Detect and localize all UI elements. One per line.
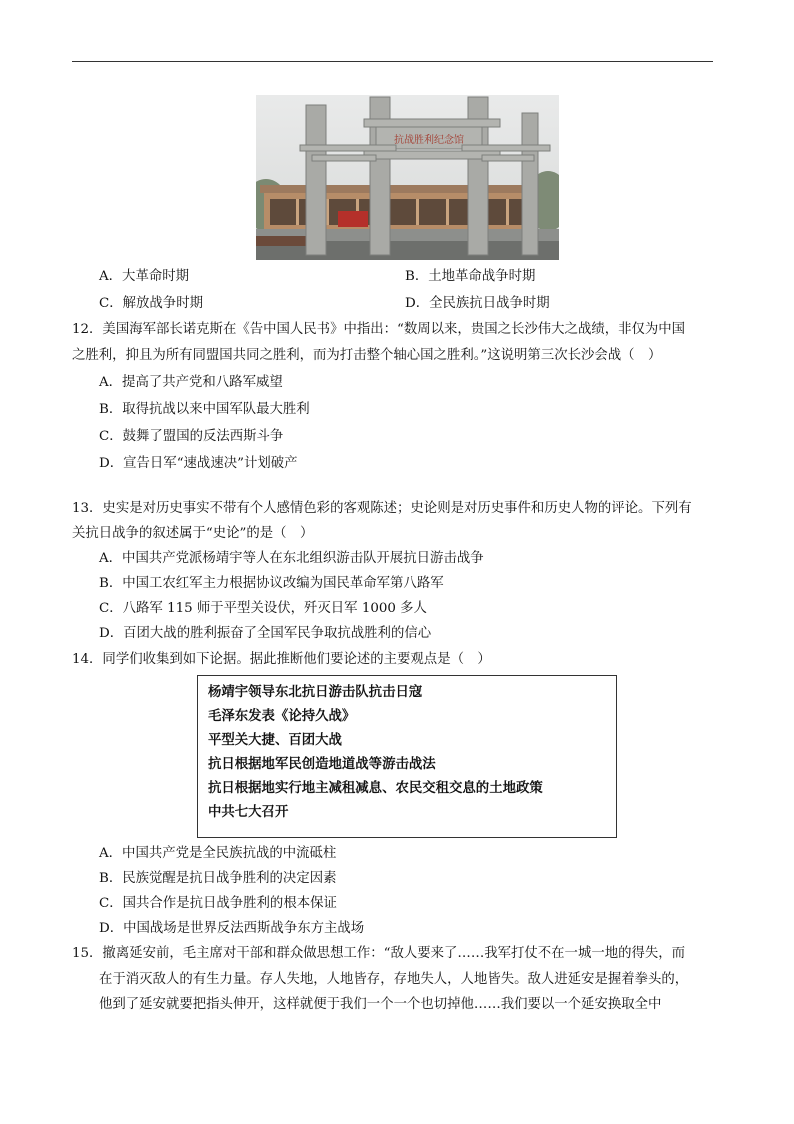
q14-option-b: B．民族觉醒是抗日战争胜利的决定因素 [99, 871, 337, 886]
q12-option-d: D．宣告日军“速战速决”计划破产 [99, 456, 298, 471]
q15-stem-line1: 15．撤离延安前，毛主席对干部和群众做思想工作：“敌人要来了……我军打仗不在一城一地的得失，而 [72, 946, 686, 961]
q12-stem-line1: 12．美国海军部长诺克斯在《告中国人民书》中指出：“数周以来，贵国之长沙伟大之战绩，非仅为中国 [72, 322, 686, 337]
q14-stem: 14．同学们收集到如下论据。据此推断他们要论述的主要观点是（ ） [72, 652, 491, 667]
q12-option-b: B．取得抗战以来中国军队最大胜利 [99, 402, 310, 417]
q13-stem-line1: 13．史实是对历史事实不带有个人感情色彩的客观陈述；史论则是对历史事件和历史人物的评论。下列有 [72, 501, 692, 516]
q11-option-b: B．土地革命战争时期 [405, 269, 536, 284]
q15-stem-line3: 他到了延安就要把指头伸开，这样就便于我们一个一个也切掉他……我们要以一个延安换取全中 [99, 997, 662, 1012]
evidence-item: 毛泽东发表《论持久战》 [208, 709, 356, 724]
q13-option-a: A．中国共产党派杨靖宇等人在东北组织游击队开展抗日游击战争 [99, 551, 484, 566]
q13-option-d: D．百团大战的胜利振奋了全国军民争取抗战胜利的信心 [99, 626, 432, 641]
evidence-box [197, 675, 617, 838]
q12-option-c: C．鼓舞了盟国的反法西斯斗争 [99, 429, 284, 444]
q15-stem-line2: 在于消灭敌人的有生力量。存人失地，人地皆存，存地失人，人地皆失。敌人进延安是握着拳头的， [99, 972, 689, 987]
evidence-item: 中共七大召开 [208, 805, 289, 820]
evidence-item: 抗日根据地实行地主减租减息、农民交租交息的土地政策 [208, 781, 543, 796]
evidence-item: 杨靖宇领导东北抗日游击队抗击日寇 [208, 685, 423, 700]
q14-option-a: A．中国共产党是全民族抗战的中流砥柱 [99, 846, 337, 861]
evidence-item: 平型关大捷、百团大战 [208, 733, 342, 748]
q13-option-c: C．八路军 115 师于平型关设伏，歼灭日军 1000 多人 [99, 601, 427, 616]
header-rule [72, 61, 713, 62]
q14-option-d: D．中国战场是世界反法西斯战争东方主战场 [99, 921, 365, 936]
q12-stem-line2: 之胜利，抑且为所有同盟国共同之胜利，而为打击整个轴心国之胜利。”这说明第三次长沙会战（ ） [72, 348, 662, 363]
q11-option-c: C．解放战争时期 [99, 296, 203, 311]
evidence-item: 抗日根据地军民创造地道战等游击战法 [208, 757, 436, 772]
q13-option-b: B．中国工农红军主力根据协议改编为国民革命军第八路军 [99, 576, 444, 591]
q12-option-a: A．提高了共产党和八路军威望 [99, 375, 283, 390]
q13-stem-line2: 关抗日战争的叙述属于“史论”的是（ ） [72, 526, 314, 541]
archway-inscription: 抗战胜利纪念馆 [394, 135, 464, 146]
q11-option-a: A．大革命时期 [99, 269, 190, 284]
memorial-archway-photo [256, 95, 559, 260]
q11-option-d: D．全民族抗日战争时期 [405, 296, 550, 311]
q14-option-c: C．国共合作是抗日战争胜利的根本保证 [99, 896, 337, 911]
